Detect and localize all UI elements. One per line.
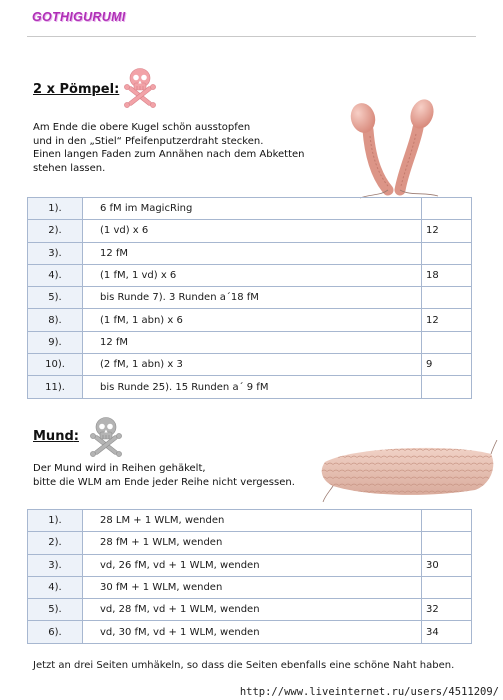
pompel-step-row: [28, 309, 472, 331]
pompel-step-stitch-count: 12: [422, 309, 472, 331]
mund-step-row: [28, 621, 472, 643]
mund-step-instruction: vd, 30 fM, vd + 1 WLM, wenden: [83, 621, 422, 643]
mund-step-instruction: vd, 26 fM, vd + 1 WLM, wenden: [83, 554, 422, 576]
mund-step-instruction: 28 LM + 1 WLM, wenden: [83, 510, 422, 532]
skull-crossbones-gray-icon: [88, 415, 124, 457]
skull-crossbones-pink-icon: [122, 66, 158, 108]
footer-note: Jetzt an drei Seiten umhäkeln, so dass die Seiten ebenfalls eine schöne Naht haben.: [33, 660, 455, 671]
mund-photo: [315, 440, 498, 502]
pompel-step-stitch-count: [422, 287, 472, 309]
mund-step-stitch-count: [422, 510, 472, 532]
mund-step-stitch-count: 32: [422, 599, 472, 621]
pompel-step-stitch-count: [422, 376, 472, 398]
pompel-intro: [33, 121, 305, 175]
pompel-step-round-number: 11).: [28, 376, 83, 398]
mund-step-round-number: 3).: [28, 554, 83, 576]
mund-step-stitch-count: 34: [422, 621, 472, 643]
pompel-intro-line-4: stehen lassen.: [33, 162, 106, 174]
mund-step-row: [28, 576, 472, 598]
pompel-step-row: [28, 376, 472, 398]
pompel-step-round-number: 4).: [28, 264, 83, 286]
pompel-step-instruction: 6 fM im MagicRing: [83, 198, 422, 220]
pompel-step-instruction: (2 fM, 1 abn) x 3: [83, 354, 422, 376]
pompel-step-round-number: 3).: [28, 242, 83, 264]
mund-step-stitch-count: [422, 532, 472, 554]
mund-step-round-number: 2).: [28, 532, 83, 554]
mund-step-instruction: vd, 28 fM, vd + 1 WLM, wenden: [83, 599, 422, 621]
mund-step-row: [28, 532, 472, 554]
mund-step-round-number: 4).: [28, 576, 83, 598]
pompel-step-row: [28, 198, 472, 220]
pompel-step-instruction: (1 fM, 1 vd) x 6: [83, 264, 422, 286]
pompel-step-row: [28, 287, 472, 309]
mund-step-row: [28, 554, 472, 576]
mund-step-round-number: 1).: [28, 510, 83, 532]
pompel-step-round-number: 2).: [28, 220, 83, 242]
pompel-title: 2 x Pömpel: [33, 82, 115, 97]
mund-step-instruction: 30 fM + 1 WLM, wenden: [83, 576, 422, 598]
mund-step-stitch-count: 30: [422, 554, 472, 576]
pompel-step-row: [28, 220, 472, 242]
pompel-step-instruction: (1 fM, 1 abn) x 6: [83, 309, 422, 331]
mund-steps-body: [28, 510, 472, 644]
mund-step-round-number: 5).: [28, 599, 83, 621]
pompel-step-stitch-count: [422, 198, 472, 220]
pompel-step-round-number: 1).: [28, 198, 83, 220]
mund-step-row: [28, 510, 472, 532]
pompel-step-round-number: 10).: [28, 354, 83, 376]
pompel-step-stitch-count: [422, 331, 472, 353]
pompel-intro-line-3: Einen langen Faden zum Annähen nach dem Abketten: [33, 149, 305, 160]
pompel-step-instruction: 12 fM: [83, 331, 422, 353]
pompel-heading: [33, 82, 119, 97]
mund-intro: [33, 462, 295, 489]
pompel-steps-table: [27, 197, 472, 399]
mund-heading: [33, 429, 79, 444]
pompel-step-row: [28, 331, 472, 353]
mund-intro-line-1: Der Mund wird in Reihen gehäkelt,: [33, 463, 206, 474]
pompel-step-row: [28, 354, 472, 376]
pompel-step-stitch-count: 12: [422, 220, 472, 242]
mund-step-stitch-count: [422, 576, 472, 598]
header-divider: [27, 36, 476, 37]
pompel-photo: [330, 86, 450, 200]
pompel-step-instruction: 12 fM: [83, 242, 422, 264]
pompel-step-stitch-count: 18: [422, 264, 472, 286]
pompel-step-round-number: 5).: [28, 287, 83, 309]
mund-step-row: [28, 599, 472, 621]
pompel-step-round-number: 9).: [28, 331, 83, 353]
mund-steps-table: [27, 509, 472, 644]
pompel-step-stitch-count: 9: [422, 354, 472, 376]
mund-title: Mund: [33, 429, 74, 444]
pompel-step-instruction: bis Runde 25). 15 Runden a´ 9 fM: [83, 376, 422, 398]
pompel-step-row: [28, 242, 472, 264]
mund-title-colon: :: [73, 429, 79, 444]
pompel-step-row: [28, 264, 472, 286]
mund-intro-line-2: bitte die WLM am Ende jeder Reihe nicht vergessen.: [33, 476, 295, 488]
mund-step-round-number: 6).: [28, 621, 83, 643]
pompel-step-round-number: 8).: [28, 309, 83, 331]
pompel-step-stitch-count: [422, 242, 472, 264]
pompel-intro-line-1: Am Ende die obere Kugel schön ausstopfen: [33, 122, 251, 133]
brand-logo: GOTHIGURUMI: [32, 10, 126, 24]
pompel-title-colon: :: [114, 82, 120, 97]
watermark-url: http://www.liveinternet.ru/users/4511209/: [239, 686, 499, 698]
pompel-steps-body: [28, 198, 472, 399]
pompel-step-instruction: (1 vd) x 6: [83, 220, 422, 242]
pompel-intro-line-2: und in den „Stiel“ Pfeifenputzerdraht stecken.: [33, 135, 264, 147]
pompel-step-instruction: bis Runde 7). 3 Runden a´18 fM: [83, 287, 422, 309]
mund-step-instruction: 28 fM + 1 WLM, wenden: [83, 532, 422, 554]
